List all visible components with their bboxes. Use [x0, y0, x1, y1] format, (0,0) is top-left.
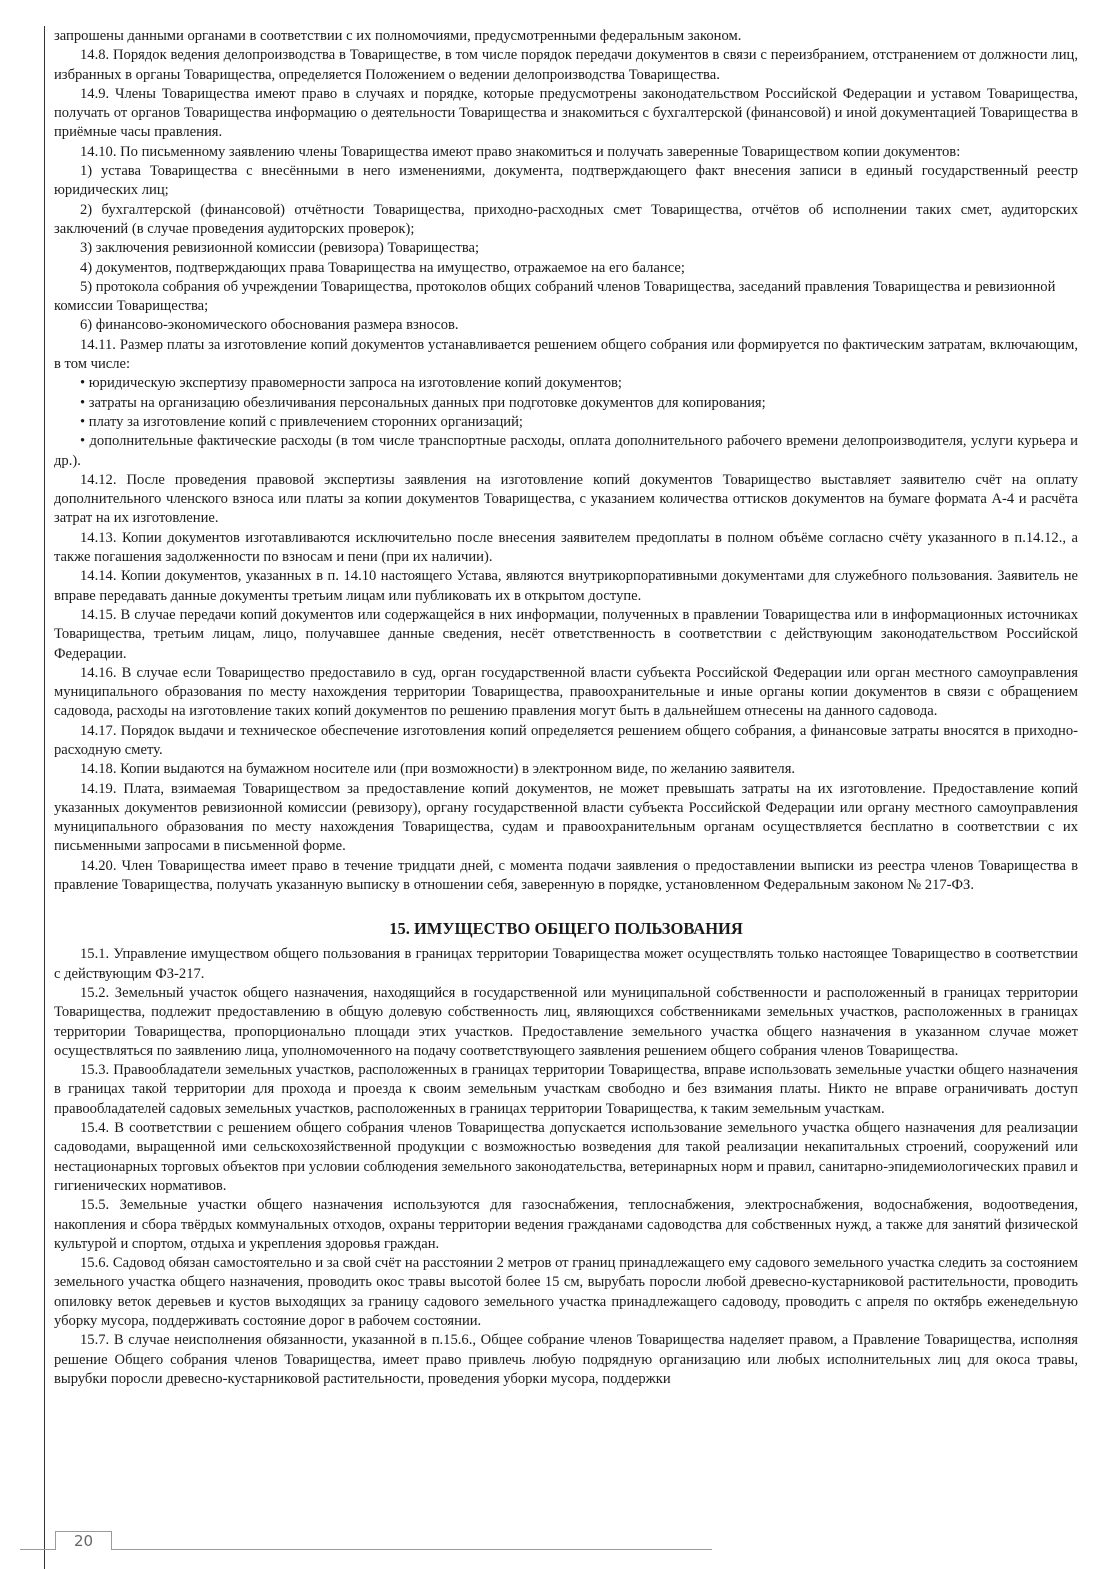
list-item: 2) бухгалтерской (финансовой) отчётности Товарищества, приходно-расходных смет Товарищества, отчётов об исполнении таких смет, аудиторских заключений (в случае проведения аудиторских проверок);	[54, 201, 1078, 237]
paragraph: 15.3. Правообладатели земельных участков, расположенных в границах территории Товарищества, вправе использовать земельные участки общего назначения в границах такой территории для прохода и проезда к своим земельным участкам свободно и без взимания платы. Никто не вправе ограничивать доступ правообладателей садовых земельных участков, расположенных в границах территории Товарищества, к таким земельным участкам.	[54, 1062, 1078, 1117]
paragraph: 14.10. По письменному заявлению члены Товарищества имеют право знакомиться и получать заверенные Товариществом копии документов:	[80, 143, 961, 160]
footer-rule-right	[112, 1549, 712, 1550]
paragraph: 14.14. Копии документов, указанных в п. 14.10 настоящего Устава, являются внутрикорпоративными документами для служебного пользования. Заявитель не вправе передавать данные документы третьим лицам или публиковать их в открытом доступе.	[54, 568, 1078, 604]
paragraph: 14.18. Копии выдаются на бумажном носителе или (при возможности) в электронном виде, по желанию заявителя.	[80, 761, 796, 778]
paragraph: 15.4. В соответствии с решением общего собрания членов Товарищества допускается использование земельного участка общего назначения для реализации садоводами, выращенной ими сельскохозяйственной продукции с возможностью возведения для такой реализации некапитальных строений, сооружений или нестационарных торговых объектов при условии соблюдения земельного законодательства, ветеринарных норм и правил, санитарно-эпидемиологических правил и гигиенических нормативов.	[54, 1120, 1078, 1194]
document-body	[54, 27, 1078, 1389]
paragraph: 14.20. Член Товарищества имеет право в течение тридцати дней, с момента подачи заявления о предоставлении выписки из реестра членов Товарищества в правление Товарищества, получать указанную выписку в отношении себя, заверенную в порядке, установленном Федеральным законом № 217-ФЗ.	[54, 857, 1078, 894]
section-14-paragraphs	[54, 27, 1078, 895]
paragraph: 14.15. В случае передачи копий документов или содержащейся в них информации, полученных в правлении Товарищества или в информационных источниках Товарищества, третьим лицам, лицо, получавшее данные сведения, несёт ответственность в соответствии с действующим законодательством Российской Федерации.	[54, 606, 1078, 662]
paragraph: 15.6. Садовод обязан самостоятельно и за свой счёт на расстоянии 2 метров от границ принадлежащего ему садового земельного участка следить за состоянием земельного участка общего назначения, проводить окос травы высотой более 15 см, вырубать поросли любой древесно-кустарниковой растительности, проводить опиловку веток деревьев и кустов выходящих за границу садового земельного участка принадлежащего садоводу, проводить с апреля по октябрь еженедельную уборку мусора, поддерживать состояние дорог в рабочем состоянии.	[54, 1255, 1078, 1329]
list-item: 3) заключения ревизионной комиссии (ревизора) Товарищества;	[80, 240, 480, 257]
list-item: • дополнительные фактические расходы (в том числе транспортные расходы, оплата дополнительного рабочего времени делопроизводителя, услуги курьера и др.).	[54, 433, 1078, 469]
list-item: 6) финансово-экономического обоснования размера взносов.	[80, 317, 459, 334]
page-number: 20	[73, 1532, 94, 1550]
paragraph: 15.5. Земельные участки общего назначения используются для газоснабжения, теплоснабжения, электроснабжения, водоснабжения, водоотведения, накопления и сбора твёрдых коммунальных отходов, охраны территории ведения гражданами садоводства для собственных нужд, а также для занятий физической культурой и спортом, отдыха и укрепления здоровья граждан.	[54, 1197, 1078, 1252]
list-item: 4) документов, подтверждающих права Товарищества на имущество, отражаемое на его балансе;	[80, 259, 685, 276]
paragraph: 14.13. Копии документов изготавливаются исключительно после внесения заявителем предоплаты в полном объёме согласно счёту указанного в п.14.12., а также погашения задолженности по взносам и пени (при их наличии).	[54, 529, 1078, 566]
paragraph: 14.12. После проведения правовой экспертизы заявления на изготовление копий документов Товарищество выставляет заявителю счёт на оплату дополнительного членского взноса или платы за копии документов Товарищества, с указанием количества оттисков документов на бумаге формата А-4 и расчёта затрат на их изготовление.	[54, 471, 1078, 527]
section-15-heading: 15. ИМУЩЕСТВО ОБЩЕГО ПОЛЬЗОВАНИЯ	[389, 919, 743, 939]
paragraph: 14.8. Порядок ведения делопроизводства в Товариществе, в том числе порядок передачи документов в связи с переизбранием, отстранением от должности лиц, избранных в органы Товарищества, определяется Положением о ведении делопроизводства Товарищества.	[54, 47, 1078, 83]
paragraph: 14.9. Члены Товарищества имеют право в случаях и порядке, которые предусмотрены законодательством Российской Федерации и уставом Товарищества, получать от органов Товарищества информацию о деятельности Товарищества и знакомиться с бухгалтерской (финансовой) и иной документацией Товарищества в приёмные часы правления.	[54, 85, 1078, 141]
list-item: • плату за изготовление копий с привлечением сторонних организаций;	[80, 413, 523, 430]
paragraph: 15.1. Управление имуществом общего пользования в границах территории Товарищества может осуществлять только настоящее Товарищество в соответствии с действующим ФЗ-217.	[54, 946, 1078, 982]
footer-rule-left	[20, 1549, 57, 1550]
paragraph: 14.17. Порядок выдачи и техническое обеспечение изготовления копий определяется решением общего собрания, а финансовые затраты вносятся в приходно-расходную смету.	[54, 722, 1078, 758]
paragraph: 14.11. Размер платы за изготовление копий документов устанавливается решением общего собрания или формируется по фактическим затратам, включающим, в том числе:	[54, 336, 1078, 373]
list-item: 1) устава Товарищества с внесёнными в него изменениями, документа, подтверждающего факт внесения записи в единый государственный реестр юридических лиц;	[54, 163, 1078, 199]
list-item: • затраты на организацию обезличивания персональных данных при подготовке документов для копирования;	[80, 394, 766, 411]
paragraph: 14.19. Плата, взимаемая Товариществом за предоставление копий документов, не может превышать затраты на их изготовление. Предоставление копий указанных документов ревизионной комиссии (ревизору), органу государственной власти субъекта Российской Федерации или органу местного самоуправления муниципального образования по месту нахождения Товарищества, судам и правоохранительным органам осуществляется бесплатно в соответствии с их письменными запросами в письменной форме.	[54, 780, 1078, 855]
paragraph: запрошены данными органами в соответствии с их полномочиями, предусмотренными федеральным законом.	[54, 28, 742, 44]
left-margin-rule	[44, 26, 45, 1569]
list-item: • юридическую экспертизу правомерности запроса на изготовление копий документов;	[80, 375, 622, 392]
section-15-paragraphs	[54, 945, 1078, 1389]
paragraph: 15.7. В случае неисполнения обязанности, указанной в п.15.6., Общее собрание членов Товарищества наделяет правом, а Правление Товарищества, исполняя решение Общего собрания членов Товарищества, имеет право привлечь любую подрядную организацию или любых исполнительных лиц для окоса травы, вырубки поросли древесно-кустарниковой растительности, проведения уборки мусора, поддержки	[54, 1332, 1078, 1387]
list-item: 5) протокола собрания об учреждении Товарищества, протоколов общих собраний членов Товарищества, заседаний правления Товарищества и ревизионной комиссии Товарищества;	[54, 278, 1056, 315]
paragraph: 15.2. Земельный участок общего назначения, находящийся в государственной или муниципальной собственности и расположенный в границах территории Товарищества, подлежит предоставлению в общую долевую собственность лиц, являющихся собственниками земельных участков, расположенных в границах территории Товарищества, пропорционально площади этих участков. Предоставление земельного участка общего назначения в указанном случае может осуществляться по заявлению лица, уполномоченного на подачу соответствующего заявления решением общего собрания членов Товарищества.	[54, 984, 1078, 1059]
paragraph: 14.16. В случае если Товарищество предоставило в суд, орган государственной власти субъекта Российской Федерации или орган местного самоуправления муниципального образования по месту нахождения территории Товарищества, правоохранительные и иные органы копии документов в связи с обращением садовода, расходы на изготовление таких копий документов по решению правления могут быть в дальнейшем отнесены на данного садовода.	[54, 664, 1078, 720]
